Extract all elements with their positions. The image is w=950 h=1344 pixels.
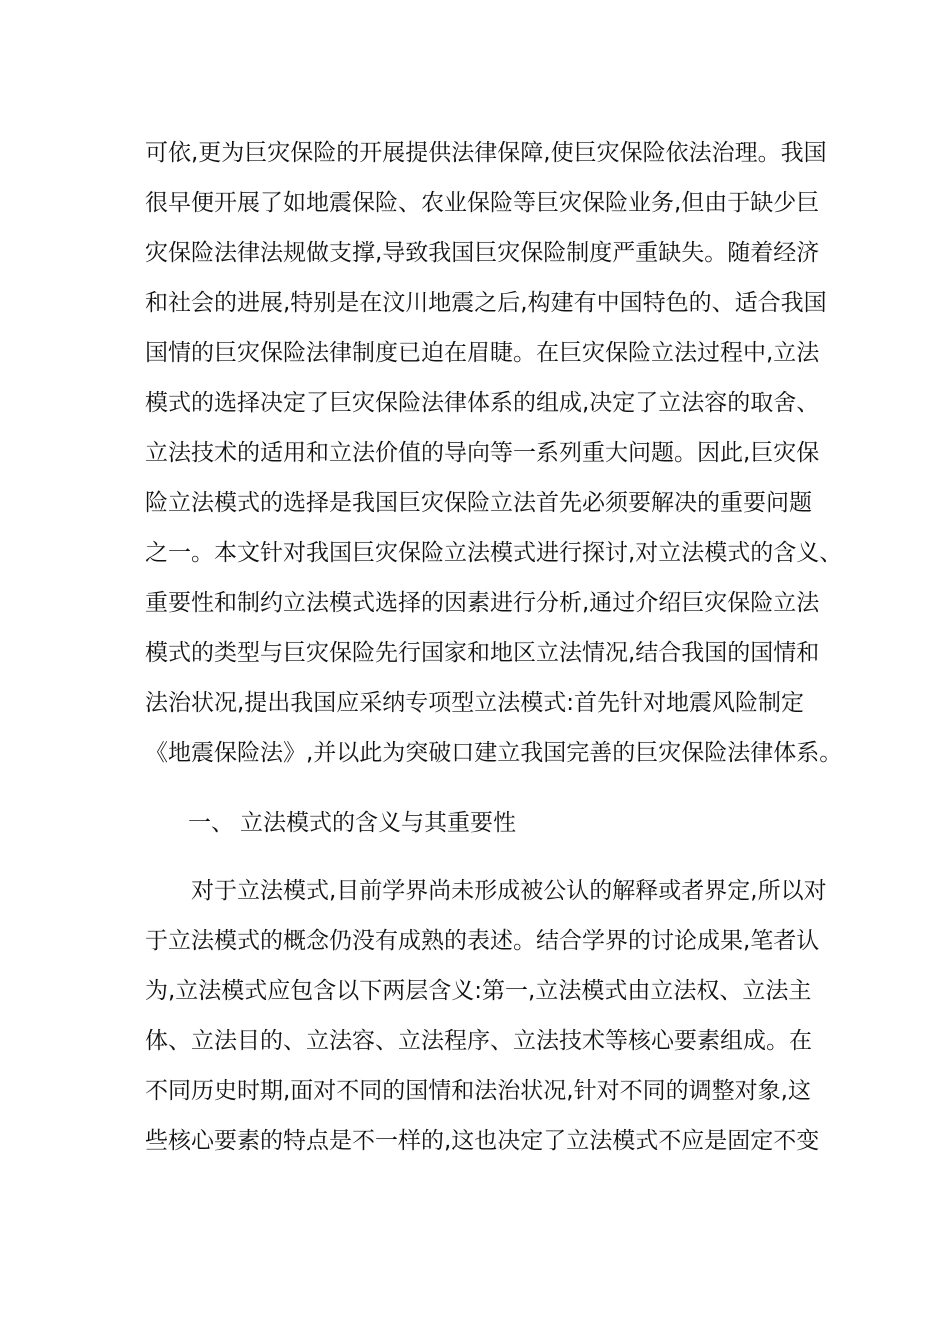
text-line: 模式的选择决定了巨灾保险法律体系的组成,决定了立法容的取舍、: [145, 390, 820, 416]
text-line: 之一。本文针对我国巨灾保险立法模式进行探讨,对立法模式的含义、: [145, 540, 843, 566]
section-number: 一、: [188, 810, 234, 836]
section-heading: [188, 798, 516, 848]
text-line: 些核心要素的特点是不一样的,这也决定了立法模式不应是固定不变: [145, 1128, 820, 1154]
text-line: 模式的类型与巨灾保险先行国家和地区立法情况,结合我国的国情和: [145, 640, 820, 666]
text-line: 险立法模式的选择是我国巨灾保险立法首先必须要解决的重要问题: [145, 490, 812, 516]
text-line: 很早便开展了如地震保险、农业保险等巨灾保险业务,但由于缺少巨: [145, 190, 820, 216]
text-line: 可依,更为巨灾保险的开展提供法律保障,使巨灾保险依法治理。我国: [145, 140, 827, 166]
text-line: 和社会的进展,特别是在汶川地震之后,构建有中国特色的、适合我国: [145, 290, 827, 316]
text-line: 国情的巨灾保险法律制度已迫在眉睫。在巨灾保险立法过程中,立法: [145, 340, 820, 366]
body-paragraph-2: [145, 866, 827, 1166]
text-line: 法治状况,提出我国应采纳专项型立法模式:首先针对地震风险制定: [145, 690, 805, 716]
text-line: 对于立法模式,目前学界尚未形成被公认的解释或者界定,所以对: [191, 878, 827, 904]
text-line: 于立法模式的概念仍没有成熟的表述。结合学界的讨论成果,笔者认: [145, 928, 820, 954]
text-line: 体、立法目的、立法容、立法程序、立法技术等核心要素组成。在: [145, 1028, 812, 1054]
body-paragraph-1: [145, 128, 843, 778]
text-line: 立法技术的适用和立法价值的导向等一系列重大问题。因此,巨灾保: [145, 440, 820, 466]
text-line: 为,立法模式应包含以下两层含义:第一,立法模式由立法权、立法主: [145, 978, 812, 1004]
text-line: 灾保险法律法规做支撑,导致我国巨灾保险制度严重缺失。随着经济: [145, 240, 820, 266]
section-title: 立法模式的含义与其重要性: [240, 810, 516, 836]
text-line: 重要性和制约立法模式选择的因素进行分析,通过介绍巨灾保险立法: [145, 590, 820, 616]
text-line: 不同历史时期,面对不同的国情和法治状况,针对不同的调整对象,这: [145, 1078, 811, 1104]
text-line: 《地震保险法》,并以此为突破口建立我国完善的巨灾保险法律体系。: [145, 740, 843, 766]
